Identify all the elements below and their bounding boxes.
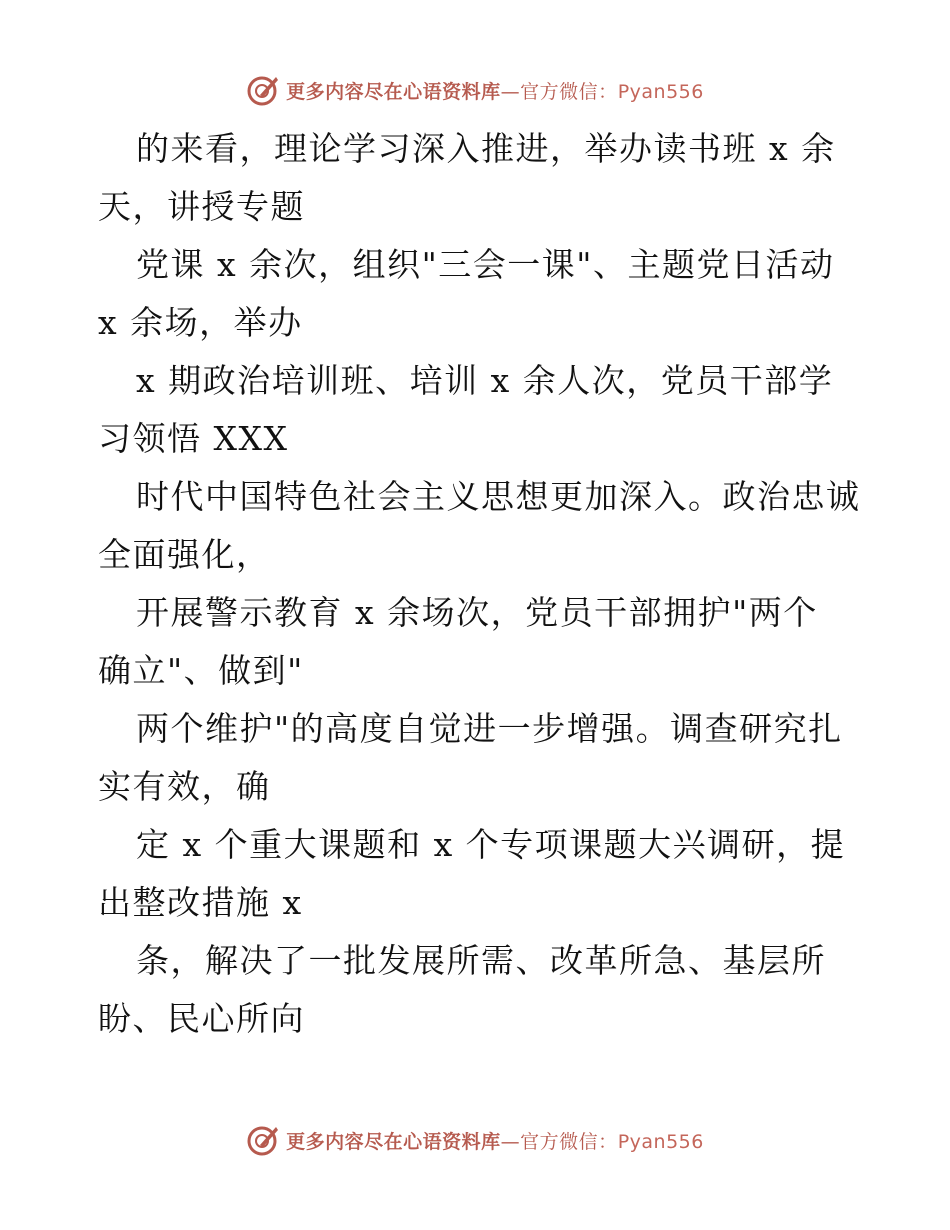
quill-logo-icon (246, 73, 280, 107)
paragraph-line: x 期政治培训班、培训 x 余人次，党员干部学 (136, 361, 834, 400)
paragraph-line: 实有效，确 (98, 767, 271, 806)
paragraph-line: 的来看，理论学习深入推进，举办读书班 x 余 (136, 129, 836, 168)
paragraph-line: 两个维护"的高度自觉进一步增强。调查研究扎 (136, 709, 843, 748)
paragraph-line: 出整改措施 x (98, 883, 303, 922)
paragraph-line: 开展警示教育 x 余场次，党员干部拥护"两个 (136, 593, 818, 632)
paragraph-line: 条，解决了一批发展所需、改革所急、基层所 (136, 941, 826, 980)
paragraph-line: 全面强化， (98, 535, 271, 574)
watermark-text: 更多内容尽在心语资料库—官方微信：Pyan556 (286, 1130, 704, 1153)
paragraph-line: 习领悟 XXX (98, 419, 289, 458)
footer-watermark (0, 1120, 950, 1160)
paragraph-line: 定 x 个重大课题和 x 个专项课题大兴调研，提 (136, 825, 846, 864)
paragraph-line: 盼、民心所向 (98, 999, 305, 1038)
document-body (98, 120, 861, 1048)
watermark-text: 更多内容尽在心语资料库—官方微信：Pyan556 (286, 80, 704, 103)
quill-logo-icon (246, 1123, 280, 1157)
paragraph-line: 确立"、做到" (98, 651, 304, 690)
header-watermark (0, 70, 950, 110)
paragraph-line: 天，讲授专题 (98, 187, 305, 226)
paragraph-line: x 余场，举办 (98, 303, 303, 342)
paragraph-line: 时代中国特色社会主义思想更加深入。政治忠诚 (136, 477, 861, 516)
paragraph-line: 党课 x 余次，组织"三会一课"、主题党日活动 (136, 245, 835, 284)
